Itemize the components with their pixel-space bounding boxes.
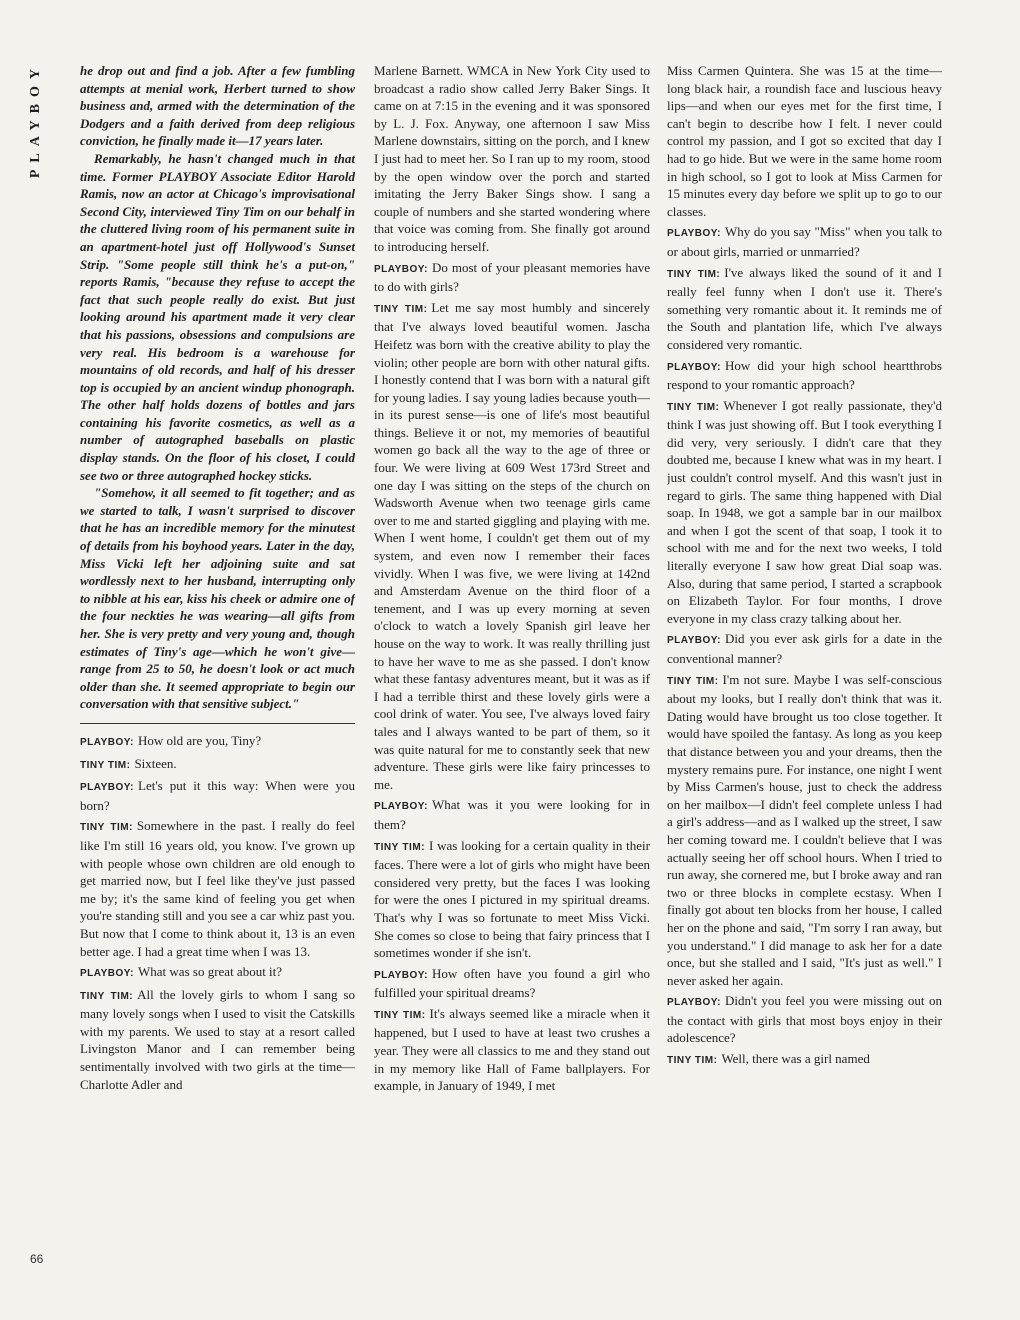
qa-paragraph <box>374 965 650 1002</box>
qa-text: Marlene Barnett. WMCA in New York City used to broadcast a radio show called Jerry Baker Sings. It came on at 7:15 in the evening and it was sponsored by L. J. Fox. Anyway, one afternoon I saw Miss Marlene downstairs, sitting on the porch, and I knew I just had to meet her. So I ran up to my room, stood by the open window over the porch and started imitating the Jerry Baker Sings show. I sang a couple of numbers and she started wondering where that voice was coming from. She finally got around to introducing herself. <box>374 63 650 254</box>
qa-list <box>374 62 650 1095</box>
speaker-label: TINY TIM: <box>667 675 719 687</box>
speaker-label: PLAYBOY: <box>374 263 429 275</box>
intro-paragraph: he drop out and find a job. After a few fumbling attempts at menial work, Herbert turned to show business and, armed with the determination of the Dodgers and a faith derived from deep religious conviction, he finally made it—17 years later. <box>80 63 355 149</box>
qa-text: How often have you found a girl who fulfilled your spiritual dreams? <box>374 965 650 1001</box>
qa-text: Why do you say "Miss" when you talk to or about girls, married or unmarried? <box>667 224 942 259</box>
qa-text: What was it you were looking for in them? <box>374 797 650 832</box>
speaker-label: PLAYBOY: <box>667 361 722 373</box>
speaker-label: PLAYBOY: <box>667 997 722 1009</box>
qa-list <box>667 62 942 1070</box>
qa-paragraph <box>667 62 942 220</box>
speaker-label: PLAYBOY: <box>667 635 722 647</box>
qa-text: Well, there was a girl named <box>721 1051 870 1067</box>
qa-paragraph <box>374 796 650 833</box>
speaker-label: TINY TIM: <box>80 990 134 1002</box>
intro-paragraph: "Somehow, it all seemed to fit together; and as we started to talk, I wasn't surprised to discover that he has an incredible memory for the minutest of details from his boyhood years. Later in the day, Miss Vicki left her adjoining suite and sat wordlessly next to her husband, interrupting only to nibble at his ear, kiss his cheek or admire one of the four neckties he was wearing—all gifts from her. She is very pretty and very young and, though estimates of Tiny's age—which he won't give—range from 25 to 50, he doesn't look or act much older than she. It seemed appropriate to begin our conversation with that sensitive subject." <box>80 485 355 712</box>
qa-paragraph <box>667 671 942 990</box>
qa-paragraph <box>667 397 942 628</box>
qa-text: I've always liked the sound of it and I really feel funny when I don't use it. There's something very romantic about it. It reminds me of the South and plantation life, which I've always considered very romantic. <box>667 264 942 352</box>
speaker-label: PLAYBOY: <box>374 969 429 981</box>
qa-paragraph <box>80 963 355 983</box>
qa-paragraph <box>80 986 355 1094</box>
speaker-label: TINY TIM: <box>374 1009 426 1021</box>
qa-paragraph <box>667 357 942 394</box>
speaker-label: PLAYBOY: <box>80 782 135 794</box>
masthead-label: PLAYBOY <box>28 62 43 179</box>
qa-text: How old are you, Tiny? <box>138 732 262 748</box>
divider <box>80 723 355 724</box>
qa-paragraph <box>374 259 650 296</box>
qa-paragraph <box>374 1005 650 1095</box>
speaker-label: TINY TIM: <box>374 303 428 315</box>
speaker-label: TINY TIM: <box>667 268 721 280</box>
qa-text: It's always seemed like a miracle when it happened, but I used to have at least two crushes a year. They were all classics to me and they stand out in my memory like Hall of Fame ballplayers. For example, in January of 1949, I met <box>374 1005 650 1094</box>
qa-text: Somewhere in the past. I really do feel like I'm still 16 years old, you know. I've grown up with people whose own children are old enough to get married now, but I feel like they've just passed me by; it's the same kind of feeling you get when you're standing still and you see a car whiz past you. But now that I come to think about it, 13 is an even better age. I had a great time when I was 13. <box>80 818 355 959</box>
qa-text: Let me say most humbly and sincerely that I've always loved beautiful women. Jascha Heifetz was born with the creative ability to play the violin; other people are born with other natural gifts. I honestly contend that I was born with a natural gift for young ladies. I say young ladies because youth—in its purest sense—is one of life's most beautiful things. Believe it or not, my memories of beautiful women go back all the way to the age of three or four. We were living at 609 West 173rd Street and one day I was sitting on the steps of the church on Wadsworth Avenue when two teenage girls came over to me and started giggling and playing with me. When I went home, I couldn't get them out of my system, and even now I remember their faces vividly. When I was five, we were living at 142nd and Amsterdam Avenue on the third floor of a tenement, and I was up every morning at seven o'clock to watch a lovely Spanish girl leave her house on the way to work. It was really thrilling just to have her wave to me as she passed. I don't know what these fantasy adventures meant, but it was as if I had a terrible thirst and these lovely girls were a cool drink of water. You see, I've always loved fairy tales and I always wanted to be part of them, so it was quite natural for me to constantly seek that new adventure. These girls were like fairy princesses to me. <box>374 299 650 792</box>
qa-paragraph <box>80 732 355 752</box>
qa-text: Didn't you feel you were missing out on the contact with girls that most boys enjoy in their adolescence? <box>667 993 942 1046</box>
speaker-label: TINY TIM: <box>80 822 133 834</box>
qa-paragraph <box>374 299 650 794</box>
qa-paragraph <box>80 817 355 960</box>
qa-paragraph <box>374 837 650 962</box>
intro-paragraph: Remarkably, he hasn't changed much in that time. Former PLAYBOY Associate Editor Harold Ramis, now an actor at Chicago's improvisational Second City, interviewed Tiny Tim on our behalf in the cluttered living room of his permanent suite in an apartment-hotel just off Hollywood's Sunset Strip. "Some people still think he's a put-on," reports Ramis, "because they refuse to accept the fact that such people really do exist. But just looking around his apartment made it very clear that his passions, obsessions and compulsions are very real. His bedroom is a warehouse for mountains of old records, and half of his dresser top is occupied by an ancient windup phonograph. The other half holds dozens of bottles and jars containing his favorite cosmetics, as well as a number of autographed baseballs on plastic display stands. On the floor of his closet, I could see two or three autographed hockey sticks. <box>80 150 355 483</box>
intro-text <box>80 62 355 713</box>
qa-paragraph <box>667 264 942 354</box>
qa-list <box>80 732 355 1093</box>
qa-paragraph <box>374 62 650 256</box>
speaker-label: TINY TIM: <box>667 401 720 413</box>
speaker-label: TINY TIM: <box>374 841 425 853</box>
qa-text: Did you ever ask girls for a date in the conventional manner? <box>667 631 942 666</box>
qa-paragraph <box>667 1050 942 1070</box>
qa-text: I'm not sure. Maybe I was self-conscious about my looks, but I really don't think that was it. Dating would have brought us too close together. It would have spoiled the fantasy. As long as you keep that distance between you and your dreams, then the mystery remains pure. For instance, one night I went by Miss Carmen's house, just to check the address on her mailbox—I didn't feel complete unless I had a girl's address—and as I walked up the street, I saw her coming toward me. I couldn't believe that I was actually seeing her off school hours. When I tried to run away, she cornered me, but I broke away and ran two or three blocks in complete ecstasy. When I finally got about ten blocks from her house, I called her on the phone and said, "I'm sorry I ran away, but you understand." I did manage to ask her for a date once, but she stalled and I said, "It's just as well." I never asked her again. <box>667 671 942 988</box>
speaker-label: PLAYBOY: <box>80 736 135 748</box>
column-1 <box>80 62 355 1307</box>
speaker-label: PLAYBOY: <box>80 968 135 980</box>
qa-paragraph <box>667 223 942 260</box>
qa-text: How did your high school heartthrobs respond to your romantic approach? <box>667 357 942 393</box>
qa-text: Miss Carmen Quintera. She was 15 at the time—long black hair, a roundish face and luscious heavy lips—and when our eyes met for the first time, I can't begin to describe how I felt. I never could control my passion, and I got so excited that day I had to go hide. But we were in the same home room in high school, so I got to look at Miss Carmen for 15 minutes every day before we split up to go to our classes. <box>667 63 942 219</box>
page-number: 66 <box>30 1252 44 1266</box>
qa-text: Do most of your pleasant memories have to do with girls? <box>374 259 650 295</box>
qa-text: Whenever I got really passionate, they'd think I was just showing off. But I took everything I did very, very seriously. I didn't care that they doubted me, because I knew what was in my heart. I just couldn't control myself. And this wasn't just in regard to girls. The same thing happened with Dial soap. In 1948, we got a sample bar in our mailbox and when I got the scent of that soap, I took it to school with me and for the next two weeks, I told literally everyone I saw how great Dial soap was. Also, during that same period, I started a scrapbook on Elizabeth Taylor. For four months, I drove everyone in my class crazy talking about her. <box>667 397 942 626</box>
qa-paragraph <box>667 630 942 667</box>
qa-text: Let's put it this way: When were you born? <box>80 778 355 813</box>
qa-text: Sixteen. <box>134 755 177 771</box>
column-3 <box>667 62 942 1307</box>
column-2 <box>374 62 650 1307</box>
speaker-label: PLAYBOY: <box>667 228 722 240</box>
qa-text: What was so great about it? <box>138 964 283 980</box>
speaker-label: PLAYBOY: <box>374 801 429 813</box>
qa-text: I was looking for a certain quality in their faces. There were a lot of girls who might have been considered very pretty, but the faces I was looking for were the ones I pictured in my spiritual dreams. That's why I was so fortunate to meet Miss Vicki. She comes so close to being that fairy princess that I sometimes wonder if she isn't. <box>374 837 650 961</box>
qa-paragraph <box>80 755 355 775</box>
qa-paragraph <box>667 992 942 1047</box>
speaker-label: TINY TIM: <box>667 1055 718 1067</box>
qa-text: All the lovely girls to whom I sang so many lovely songs when I used to visit the Catskills with my parents. We used to stay at a resort called Livingston Manor and I can remember being sentimentally involved with two girls at the time—Charlotte Adler and <box>80 986 355 1092</box>
qa-paragraph <box>80 777 355 814</box>
speaker-label: TINY TIM: <box>80 759 131 771</box>
